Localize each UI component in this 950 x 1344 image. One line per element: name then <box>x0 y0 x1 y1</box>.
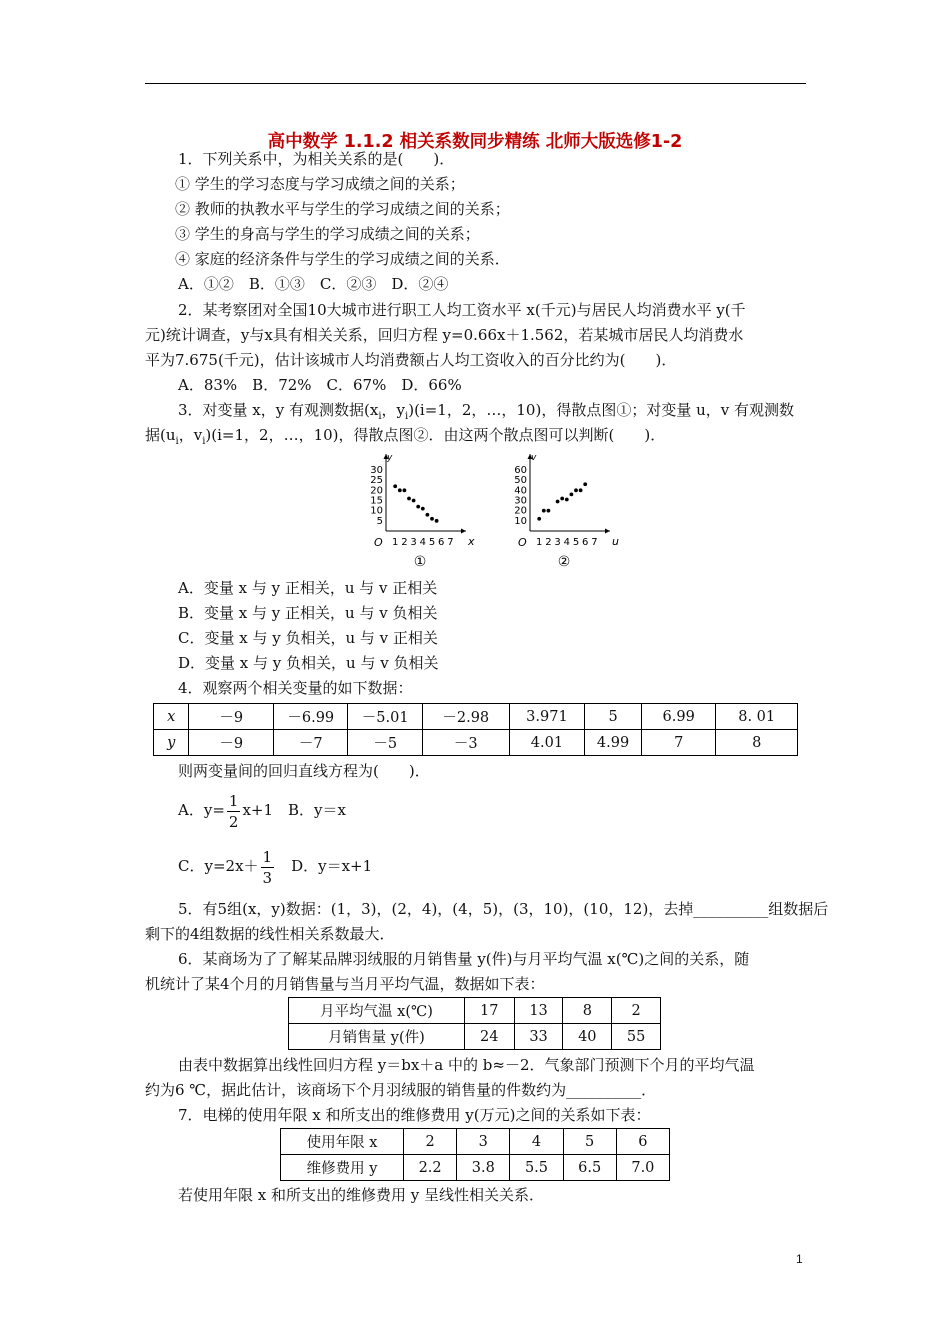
q4-table-cell: －9 <box>189 730 274 756</box>
origin-label: O <box>374 536 383 549</box>
q4-options-cd: C．y=2x＋ $\frac{1}{3}$ D．y＝x+1 <box>178 847 373 887</box>
q7-table-cell: 5 <box>563 1129 616 1155</box>
q3-option-c: C．变量 x 与 y 负相关，u 与 v 正相关 <box>178 629 438 647</box>
q4-table-cell: 7 <box>641 730 715 756</box>
q6-line-1: 6．某商场为了了解某品牌羽绒服的月销售量 y(件)与月平均气温 x(℃)之间的关系，随 <box>178 950 750 968</box>
chart-caption: ② <box>557 554 571 570</box>
q7-table-row <box>281 1129 670 1155</box>
x-tick-label: 3 <box>410 537 417 548</box>
q4-table-row <box>154 704 798 730</box>
origin-label: O <box>518 536 527 549</box>
q3-option-b: B．变量 x 与 y 正相关，u 与 v 负相关 <box>178 604 438 622</box>
q7-table-cell: 4 <box>510 1129 563 1155</box>
x-axis-label: x <box>468 535 475 548</box>
x-tick-label: 1 <box>392 537 399 548</box>
q4-table-cell: 3.971 <box>509 704 585 730</box>
y-tick-label: 10 <box>370 505 383 517</box>
q6-table-cell: 月销售量 y(件) <box>289 1024 465 1050</box>
q6-table-row <box>289 1024 661 1050</box>
q2-line-3: 平为7.675(千元)，估计该城市人均消费额占人均工资收入的百分比约为( )． <box>145 351 677 369</box>
x-tick-label: 3 <box>554 537 561 548</box>
q1-item-3: ③ 学生的身高与学生的学习成绩之间的关系； <box>175 225 480 243</box>
q4-table-cell: －2.98 <box>422 704 509 730</box>
q4-table-cell: 6.99 <box>641 704 715 730</box>
q6-table-cell: 55 <box>612 1024 661 1050</box>
data-point <box>435 519 439 523</box>
y-tick-label: 20 <box>370 485 383 497</box>
fraction-one-half: $\frac{1}{2}$ <box>228 791 239 831</box>
x-tick-label: 2 <box>545 537 552 548</box>
y-tick-label: 40 <box>514 485 527 497</box>
q7-table-cell: 7.0 <box>616 1155 669 1181</box>
data-point <box>403 488 407 492</box>
data-point <box>570 493 574 497</box>
q7-table-cell: 2 <box>404 1129 457 1155</box>
q4-table-cell: y <box>154 730 189 756</box>
q6-line-4: 约为6 ℃，据此估计，该商场下个月羽绒服的销售量的件数约为__________． <box>145 1081 657 1099</box>
y-axis-label: y <box>387 453 393 463</box>
data-point <box>537 517 541 521</box>
q7-table-cell: 2.2 <box>404 1155 457 1181</box>
q6-table-cell: 2 <box>612 998 661 1024</box>
q1-item-4: ④ 家庭的经济条件与学生的学习成绩之间的关系． <box>175 250 510 268</box>
header-rule <box>145 83 806 84</box>
q4-table-cell: 4.99 <box>585 730 642 756</box>
q7-table-cell: 3.8 <box>457 1155 510 1181</box>
q7-table-cell: 6.5 <box>563 1155 616 1181</box>
q3-option-a: A．变量 x 与 y 正相关，u 与 v 正相关 <box>178 579 438 597</box>
q2-options: A．83% B．72% C．67% D．66% <box>178 376 462 394</box>
q4-table-cell: －5 <box>348 730 422 756</box>
y-tick-label: 20 <box>514 505 527 517</box>
q7-table-cell: 使用年限 x <box>281 1129 404 1155</box>
q2-line-1: 2．某考察团对全国10大城市进行职工人均工资水平 x(千元)与居民人均消费水平 y(千 <box>178 301 746 319</box>
x-axis-arrow <box>605 529 610 534</box>
q4-table-cell: x <box>154 704 189 730</box>
x-tick-label: 2 <box>401 537 408 548</box>
x-tick-label: 4 <box>563 537 570 548</box>
data-point <box>421 507 425 511</box>
q6-table-cell: 40 <box>563 1024 612 1050</box>
x-tick-label: 4 <box>419 537 426 548</box>
y-tick-label: 30 <box>370 465 383 476</box>
q6-table-row <box>289 998 661 1024</box>
x-axis-arrow <box>461 529 466 534</box>
q6-table-cell: 24 <box>464 1024 514 1050</box>
q4-table-cell: 8 <box>716 730 798 756</box>
q4-table-cell: 8. 01 <box>716 704 798 730</box>
data-point <box>579 488 583 492</box>
data-point <box>416 505 420 509</box>
q2-line-2: 元)统计调查，y与x具有相关关系，回归方程 y=0.66x＋1.562，若某城市居民人均消费水 <box>145 326 744 344</box>
fraction-one-third: $\frac{1}{3}$ <box>262 847 273 887</box>
q7-table-row <box>281 1155 670 1181</box>
q6-table-cell: 33 <box>514 1024 563 1050</box>
data-point <box>574 488 578 492</box>
q6-table-cell: 月平均气温 x(℃) <box>289 998 465 1024</box>
q4-table-cell: －5.01 <box>348 704 422 730</box>
y-axis-label: v <box>531 453 537 463</box>
q4-table-cell: 5 <box>585 704 642 730</box>
q7-table-cell: 3 <box>457 1129 510 1155</box>
q3-line-2: 据($u_i$，$v_i)(i=1$，2，…，10)，得散点图②．由这两个散点图可以判断( )． <box>145 426 666 447</box>
q7-line-1: 7．电梯的使用年限 x 和所支出的维修费用 y(万元)之间的关系如下表： <box>178 1106 651 1124</box>
y-tick-label: 5 <box>376 515 383 527</box>
q7-table-cell: 6 <box>616 1129 669 1155</box>
scatter-plot-2 <box>506 448 622 570</box>
data-point <box>565 498 569 502</box>
q1-options: A．①② B．①③ C．②③ D．②④ <box>178 275 449 293</box>
q4-after: 则两变量间的回归直线方程为( )． <box>178 762 430 780</box>
q4-table-cell: 4.01 <box>509 730 585 756</box>
data-point <box>583 482 587 486</box>
x-axis-label: u <box>612 535 619 548</box>
q5-line-2: 剩下的4组数据的线性相关系数最大． <box>145 925 395 943</box>
x-tick-label: 1 <box>536 537 543 548</box>
scatter-plot-1 <box>362 448 478 570</box>
data-point <box>407 497 411 501</box>
q6-data-table <box>288 997 661 1050</box>
page-number: 1 <box>796 1252 803 1266</box>
y-tick-label: 50 <box>514 475 527 487</box>
q6-table-cell: 8 <box>563 998 612 1024</box>
data-point <box>426 513 430 517</box>
x-tick-label: 6 <box>582 537 589 548</box>
q7-data-table <box>280 1128 670 1181</box>
q6-line-3: 由表中数据算出线性回归方程 y＝bx＋a 中的 b≈－2．气象部门预测下个月的平均气温 <box>178 1056 755 1074</box>
q7-table-cell: 5.5 <box>510 1155 563 1181</box>
data-point <box>430 517 434 521</box>
q4-table-cell: －6.99 <box>274 704 348 730</box>
y-tick-label: 30 <box>514 495 527 507</box>
q4-table-cell: －9 <box>189 704 274 730</box>
q4-table-cell: －7 <box>274 730 348 756</box>
data-point <box>393 484 397 488</box>
q1-item-2: ② 教师的执教水平与学生的学习成绩之间的关系； <box>175 200 510 218</box>
q6-table-cell: 17 <box>464 998 514 1024</box>
q6-line-2: 机统计了某4个月的月销售量与当月平均气温，数据如下表： <box>145 975 545 993</box>
q5-line-1: 5．有5组(x，y)数据：(1，3)，(2，4)，(4，5)，(3，10)，(10，12)，去掉__________组数据后 <box>178 900 829 918</box>
data-point <box>547 509 551 513</box>
chart-caption: ① <box>413 554 427 570</box>
y-tick-label: 15 <box>370 495 383 507</box>
x-tick-label: 5 <box>428 537 436 548</box>
data-point <box>556 500 560 504</box>
q4-data-table <box>153 703 798 756</box>
data-point <box>412 499 416 503</box>
q1-item-1: ① 学生的学习态度与学习成绩之间的关系； <box>175 175 465 193</box>
data-point <box>542 509 546 513</box>
q1-stem: 1．下列关系中，为相关关系的是( )． <box>178 150 455 168</box>
q4-table-cell: －3 <box>422 730 509 756</box>
y-tick-label: 60 <box>514 465 527 476</box>
q3-option-d: D．变量 x 与 y 负相关，u 与 v 负相关 <box>178 654 439 672</box>
data-point <box>398 488 402 492</box>
x-tick-label: 7 <box>447 537 454 548</box>
y-tick-label: 25 <box>370 475 383 487</box>
q6-table-cell: 13 <box>514 998 563 1024</box>
q7-line-2: 若使用年限 x 和所支出的维修费用 y 呈线性相关关系． <box>178 1186 545 1204</box>
q4-options-ab: A．y= $\frac{1}{2}$ x+1 B．y＝x <box>178 791 346 831</box>
page-title: 高中数学 1.1.2 相关系数同步精练 北师大版选修1-2 <box>267 132 683 152</box>
q4-table-row <box>154 730 798 756</box>
data-point <box>560 497 564 501</box>
q3-line-1: 3．对变量 x，y 有观测数据($x_i$，$y_i)(i=1$，2，…，10)，得散点图①；对变量 u，v 有观测数 <box>178 401 794 422</box>
q4-stem: 4．观察两个相关变量的如下数据： <box>178 679 413 697</box>
q7-table-cell: 维修费用 y <box>281 1155 404 1181</box>
x-tick-label: 7 <box>591 537 598 548</box>
x-tick-label: 6 <box>438 537 445 548</box>
y-tick-label: 10 <box>514 515 527 527</box>
x-tick-label: 5 <box>572 537 580 548</box>
